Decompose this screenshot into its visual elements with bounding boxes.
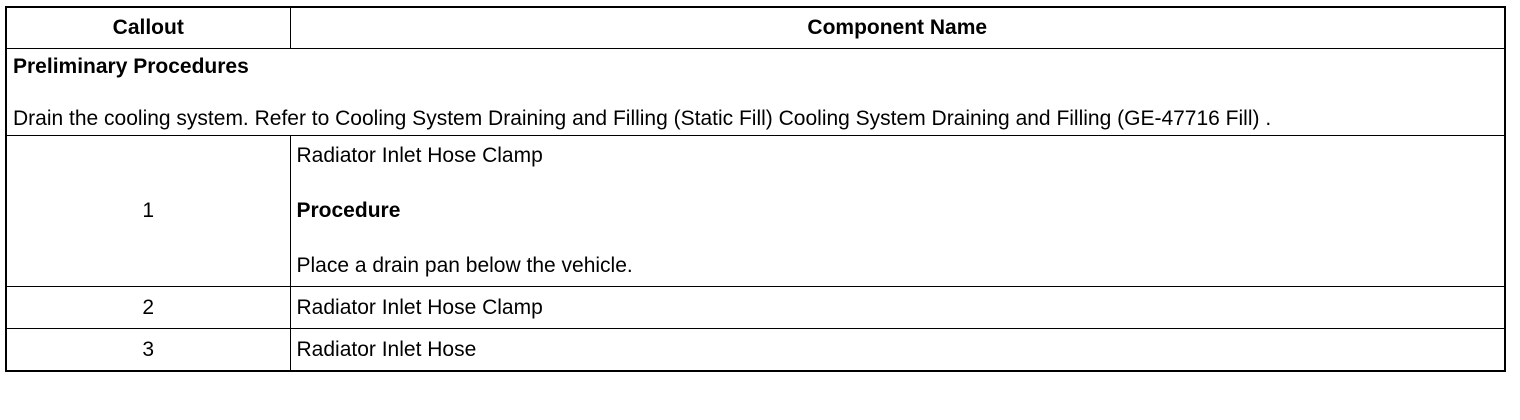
table-row bbox=[6, 329, 1505, 372]
procedure-label: Procedure bbox=[296, 199, 401, 222]
table-row bbox=[6, 136, 1505, 287]
procedure-text: Place a drain pan below the vehicle. bbox=[296, 254, 633, 277]
preliminary-text: Drain the cooling system. Refer to Cooling System Draining and Filling (Static Fill) Cooling System Draining and Filling (GE-47716 Fill) . bbox=[13, 107, 1272, 130]
table-row bbox=[6, 287, 1505, 329]
component-name: Radiator Inlet Hose Clamp bbox=[290, 287, 1505, 329]
header-component-name: Component Name bbox=[290, 7, 1505, 49]
component-name: Radiator Inlet Hose bbox=[290, 329, 1505, 372]
callout-cell: 1 bbox=[6, 136, 290, 287]
callout-table bbox=[5, 6, 1506, 372]
component-cell bbox=[290, 136, 1505, 287]
preliminary-cell bbox=[6, 49, 1505, 136]
preliminary-title: Preliminary Procedures bbox=[13, 55, 249, 78]
callout-cell: 3 bbox=[6, 329, 290, 372]
component-name: Radiator Inlet Hose Clamp bbox=[296, 144, 543, 167]
header-callout: Callout bbox=[6, 7, 290, 49]
header-row bbox=[6, 7, 1505, 49]
preliminary-row bbox=[6, 49, 1505, 136]
callout-cell: 2 bbox=[6, 287, 290, 329]
